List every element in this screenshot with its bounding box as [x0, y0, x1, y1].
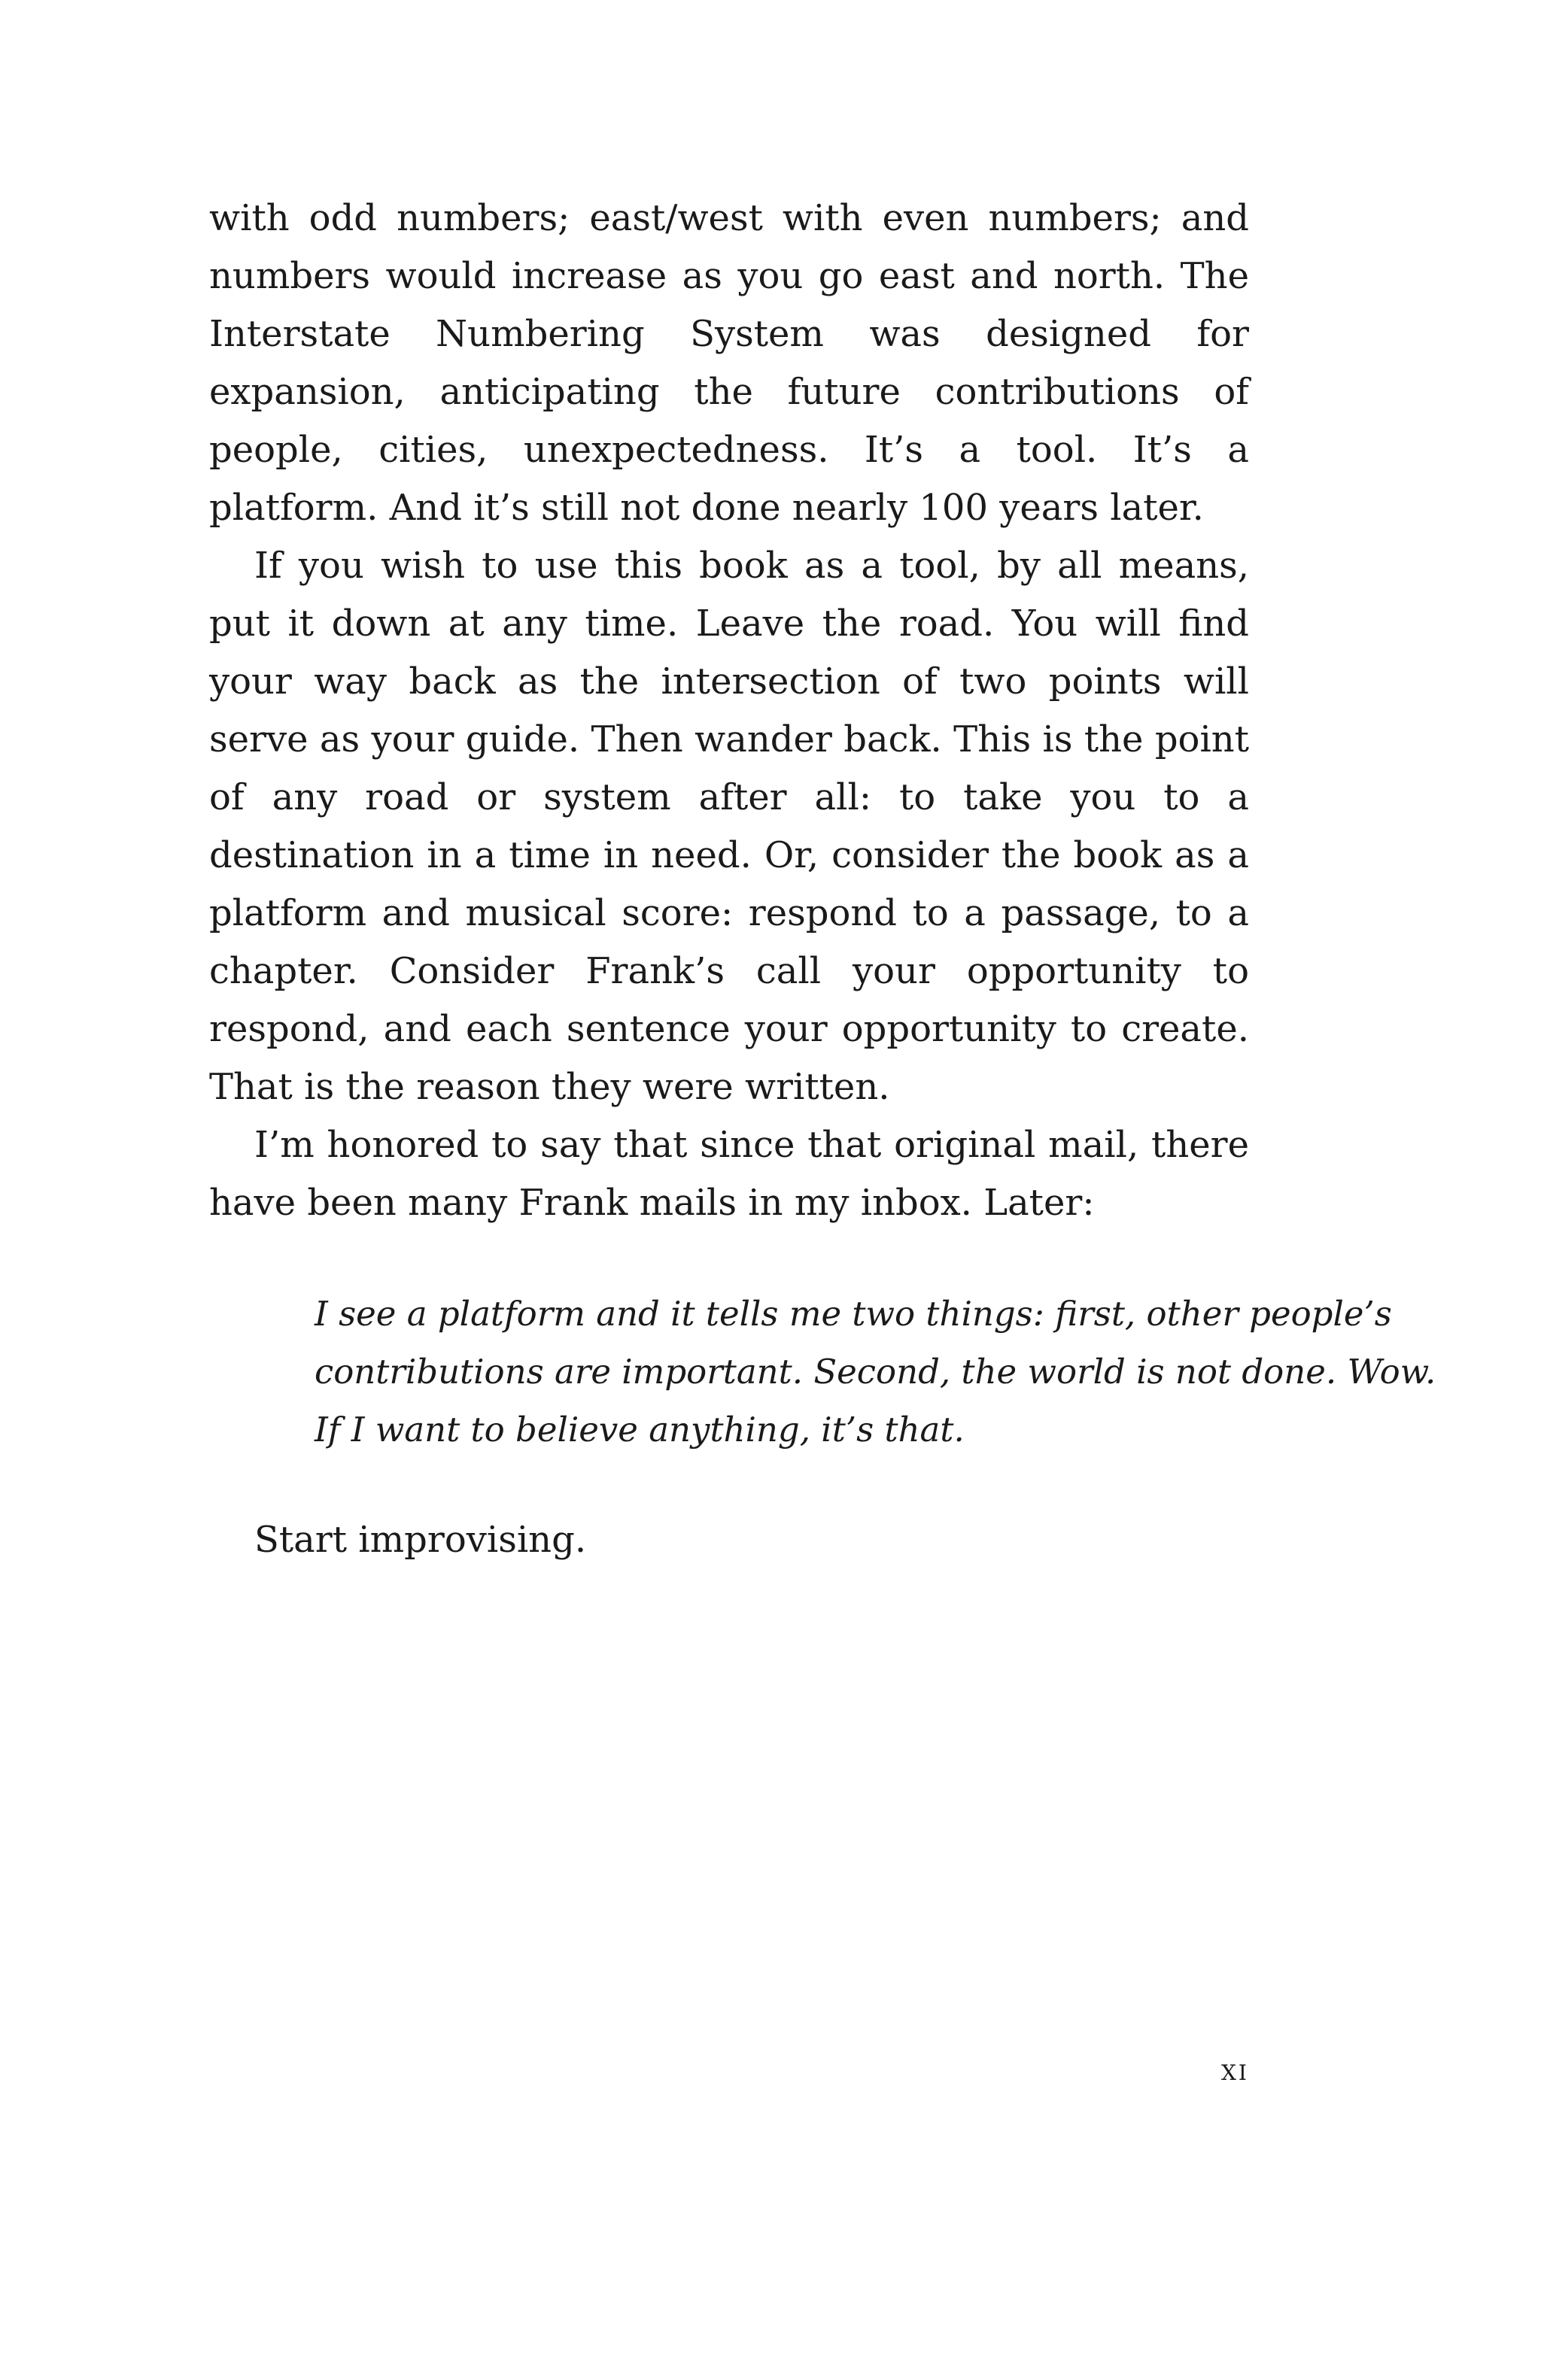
paragraph-continued: with odd numbers; east/west with even numbers; and numbers would increase as you go east and north. The Interstate Numbering System was designed for expansion, anticipating the future contributions of people, cities, unexpectedness. It’s a tool. It’s a platform. And it’s still not done nearly 100 years later.: [209, 197, 1249, 529]
block-quote: [209, 1285, 1436, 1459]
closing-line: Start improvising.: [254, 1519, 587, 1561]
quote-line: If I want to believe anything, it’s that.: [315, 1410, 965, 1450]
paragraph-tool: If you wish to use this book as a tool, by all means, put it down at any time. Leave the road. You will find your way back as the intersection of two points will serve as your guide. Then wander back. This is the point of any road or system after all: to take you to a destination in a time in need. Or, consider the book as a platform and musical score: respond to a passage, to a chapter. Consider Frank’s call your opportunity to respond, and each sentence your opportunity to create. That is the reason they were written.: [209, 545, 1249, 1108]
body-text: [209, 190, 1436, 1569]
page-number: xi: [1221, 2053, 1249, 2087]
quote-line: I see a platform and it tells me two things: first, other people’s: [315, 1294, 1392, 1334]
paragraph-frank-mails: I’m honored to say that since that original mail, there have been many Frank mails in my inbox. Later:: [209, 1124, 1249, 1224]
quote-line: contributions are important. Second, the world is not done. Wow.: [315, 1352, 1436, 1392]
